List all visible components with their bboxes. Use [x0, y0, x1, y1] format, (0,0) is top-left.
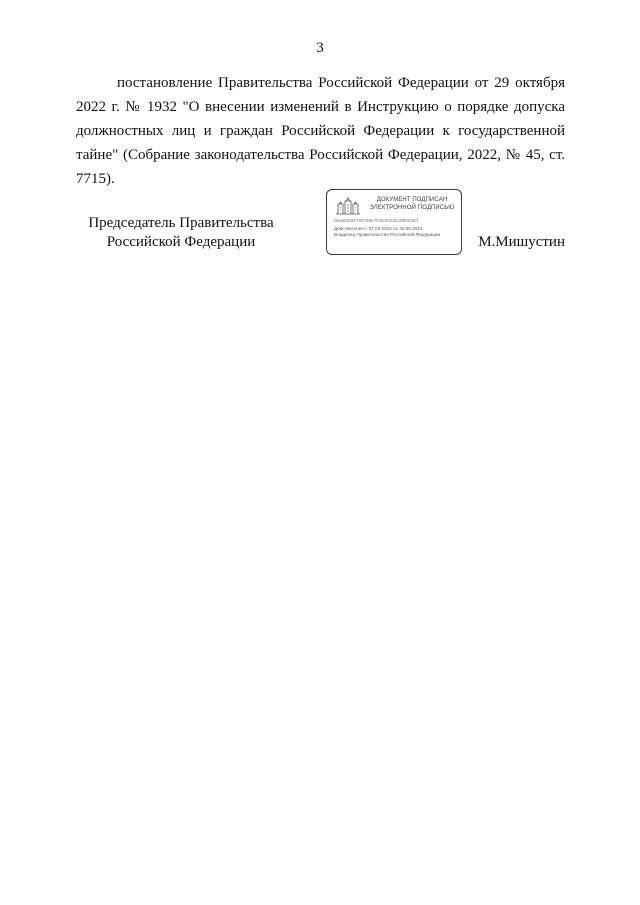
signature-block: [76, 197, 565, 272]
russian-emblem-icon: [334, 196, 362, 216]
electronic-signature-stamp: [326, 189, 462, 255]
signer-name: М.Мишустин: [478, 234, 565, 250]
stamp-heading-line2: ЭЛЕКТРОННОЙ ПОДПИСЬЮ: [369, 205, 455, 211]
signer-title-line2: Российской Федерации: [106, 234, 256, 250]
body-paragraph: постановление Правительства Российской Федерации от 29 октября 2022 г. № 1932 "О внесении изменений в Инструкцию о порядке допуска должностных лиц и граждан Российской Федерации к государственной тайне" (Собрание законодательства Российской Федерации, 2022, № 45, ст. 7715).: [76, 75, 565, 187]
signer-title-line1: Председатель Правительства: [88, 215, 274, 231]
signer-title: [76, 214, 286, 252]
stamp-owner: Владелец Правительство Российской Федерации: [334, 232, 441, 237]
stamp-certificate: 00a5f6092746759e7f29c8252b1f8b303ef: [334, 218, 419, 223]
stamp-heading: [365, 196, 459, 212]
stamp-heading-line1: ДОКУМЕНТ ПОДПИСАН: [376, 197, 448, 203]
page-number: 3: [316, 40, 324, 56]
stamp-validity: Действителен с 07.03.2023 по 30.05.2024: [334, 226, 423, 231]
